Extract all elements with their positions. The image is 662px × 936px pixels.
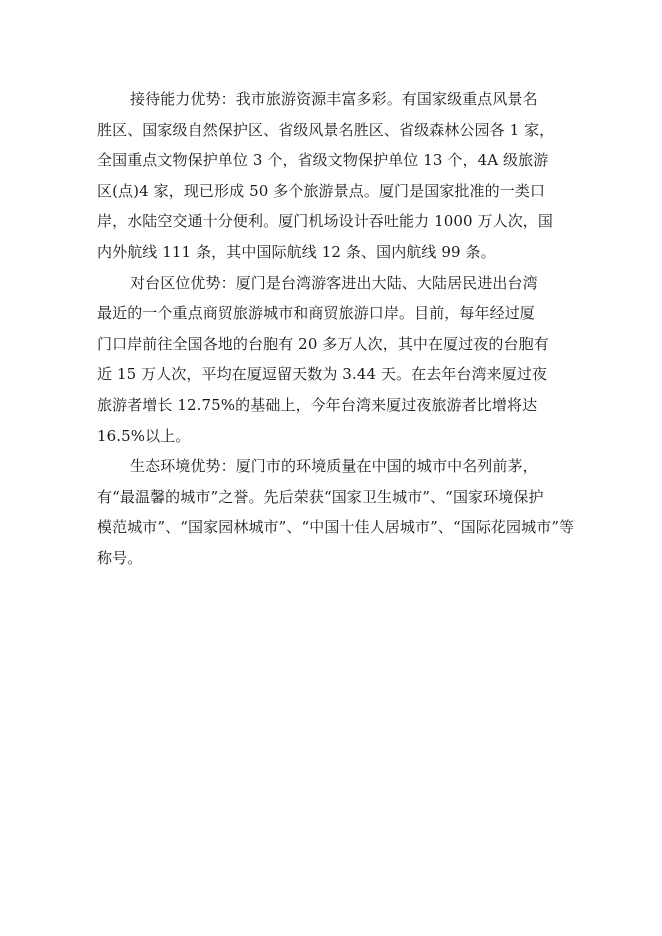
paragraph-line: 门口岸前往全国各地的台胞有 20 多万人次，其中在厦过夜的台胞有 <box>97 334 549 353</box>
paragraph-line: 接待能力优势：我市旅游资源丰富多彩。有国家级重点风景名 <box>130 90 538 108</box>
paragraph-line: 岸，水陆空交通十分便利。厦门机场设计吞吐能力 1000 万人次，国 <box>97 212 554 231</box>
paragraph-line: 全国重点文物保护单位 3 个，省级文物保护单位 13 个，4A 级旅游 <box>97 151 549 170</box>
paragraph-ecological-environment <box>97 451 575 573</box>
paragraph-reception-capacity <box>97 84 567 268</box>
paragraph-line: 16.5%以上。 <box>97 426 191 445</box>
paragraph-taiwan-location <box>97 268 567 452</box>
paragraph-line: 内外航线 111 条，其中国际航线 12 条、国内航线 99 条。 <box>97 242 496 261</box>
paragraph-line: 模范城市”、“国家园林城市”、“中国十佳人居城市”、“国际花园城市”等 <box>97 518 575 537</box>
paragraph-line: 有“最温馨的城市”之誉。先后荣获“国家卫生城市”、“国家环境保护 <box>97 487 544 506</box>
paragraph-line: 近 15 万人次，平均在厦逗留天数为 3.44 天。在去年台湾来厦过夜 <box>97 365 548 384</box>
paragraph-line: 称号。 <box>97 548 143 567</box>
paragraph-line: 旅游者增长 12.75%的基础上，今年台湾来厦过夜旅游者比增将达 <box>97 395 538 414</box>
paragraph-line: 胜区、国家级自然保护区、省级风景名胜区、省级森林公园各 1 家， <box>97 120 555 139</box>
paragraph-line: 生态环境优势：厦门市的环境质量在中国的城市中名列前茅， <box>130 457 538 476</box>
paragraph-line: 最近的一个重点商贸旅游城市和商贸旅游口岸。目前，每年经过厦 <box>97 304 535 323</box>
document-body <box>97 84 575 574</box>
paragraph-line: 对台区位优势：厦门是台湾游客进出大陆、大陆居民进出台湾 <box>130 273 538 292</box>
paragraph-line: 区(点)4 家，现已形成 50 多个旅游景点。厦门是国家批准的一类口 <box>97 181 546 200</box>
